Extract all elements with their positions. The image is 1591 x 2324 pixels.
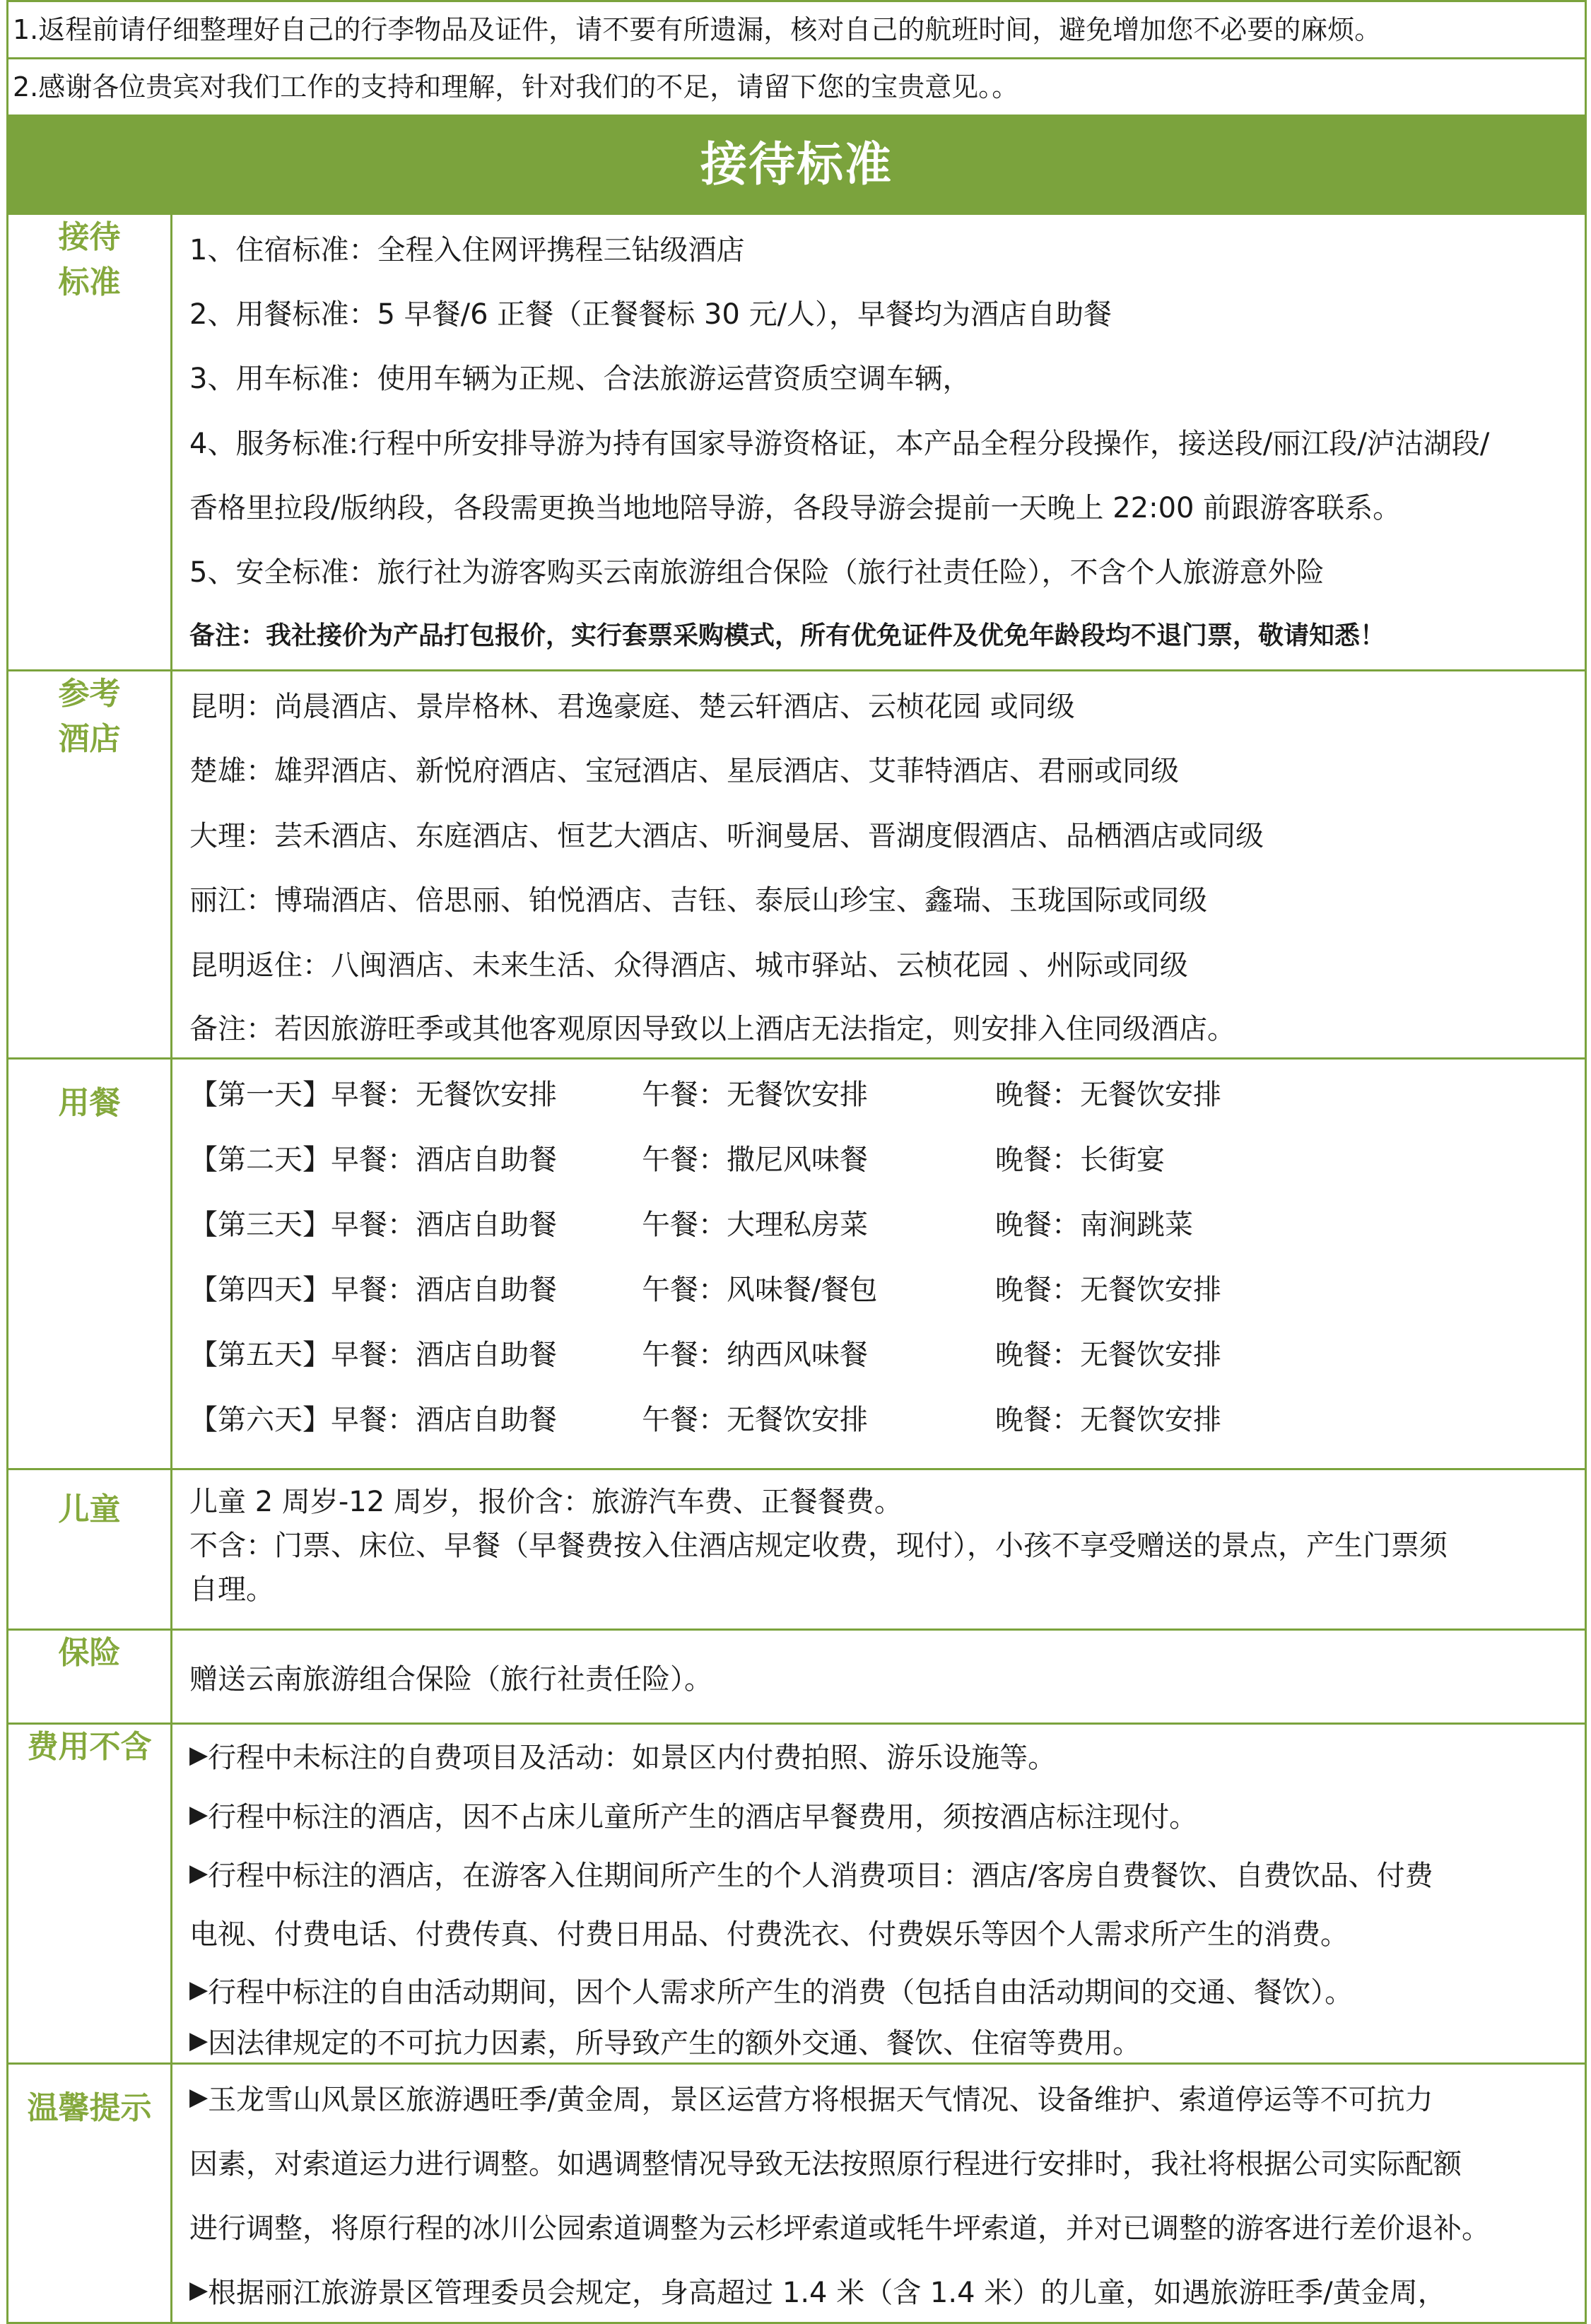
meal-dinner: 晚餐：无餐饮安排 — [995, 1403, 1221, 1436]
meal-row-day6 — [189, 1385, 1585, 1450]
standard-note: 备注：我社接价为产品打包报价，实行套票采购模式，所有优免证件及优免年龄段均不退门票，敬请知悉！ — [189, 621, 1386, 650]
banner-row — [8, 116, 1586, 214]
standard-line-6: 5、安全标准：旅行社为游客购买云南旅游组合保险（旅行社责任险），不含个人旅游意外险 — [189, 556, 1325, 589]
banner-title: 接待标准 — [8, 116, 1586, 214]
tips-item-1: ▶ 玉龙雪山风景区旅游遇旺季/黄金周，景区运营方将根据天气情况、设备维护、索道停运等不可抗力 — [189, 2065, 1585, 2130]
excluded-item-4: ▶ 行程中标注的自由活动期间，因个人需求所产生的消费（包括自由活动期间的交通、餐饮）。 — [189, 1961, 1585, 2019]
meal-dinner: 晚餐：无餐饮安排 — [995, 1078, 1221, 1111]
children-label: 儿童 — [8, 1469, 172, 1630]
meals-label: 用餐 — [8, 1059, 172, 1469]
insurance-content — [172, 1630, 1586, 1724]
hotels-label: 参考 酒店 — [8, 671, 172, 1059]
standard-line-3: 3、用车标准：使用车辆为正规、合法旅游运营资质空调车辆， — [189, 363, 971, 395]
top-note-1: 1.返程前请仔细整理好自己的行李物品及证件，请不要有所遗漏，核对自己的航班时间，避免增加您不必要的麻烦。 — [8, 1, 1586, 59]
excluded-item-2: ▶ 行程中标注的酒店，因不占床儿童所产生的酒店早餐费用，须按酒店标注现付。 — [189, 1785, 1585, 1843]
meal-dinner: 晚餐：南涧跳菜 — [995, 1208, 1193, 1241]
insurance-section — [8, 1630, 1586, 1724]
excluded-content — [172, 1724, 1586, 2064]
tips-label: 温馨提示 — [8, 2064, 172, 2323]
children-section — [8, 1469, 1586, 1630]
meal-lunch: 午餐：无餐饮安排 — [642, 1078, 868, 1111]
hotel-line-lijiang: 丽江：博瑞酒店、倍思丽、铂悦酒店、吉钰、泰辰山珍宝、鑫瑞、玉珑国际或同级 — [189, 884, 1207, 917]
meal-breakfast: 【第二天】早餐：酒店自助餐 — [189, 1143, 557, 1176]
hotel-line-chuxiong: 楚雄：雄羿酒店、新悦府酒店、宝冠酒店、星辰酒店、艾菲特酒店、君丽或同级 — [189, 755, 1179, 787]
meal-lunch: 午餐：撒尼风味餐 — [642, 1143, 868, 1176]
standard-line-5: 香格里拉段/版纳段，各段需更换当地地陪导游，各段导游会提前一天晚上 22:00 前跟游客联系。 — [189, 492, 1402, 524]
hotels-content — [172, 671, 1586, 1059]
meals-section — [8, 1059, 1586, 1469]
meal-lunch: 午餐：无餐饮安排 — [642, 1403, 868, 1436]
meal-breakfast: 【第三天】早餐：酒店自助餐 — [189, 1208, 557, 1241]
top-note-2: 2.感谢各位贵宾对我们工作的支持和理解，针对我们的不足，请留下您的宝贵意见。。 — [8, 59, 1586, 116]
standard-line-2: 2、用餐标准：5 早餐/6 正餐（正餐餐标 30 元/人），早餐均为酒店自助餐 — [189, 298, 1112, 331]
meal-row-day5 — [189, 1320, 1585, 1385]
hotel-line-dali: 大理：芸禾酒店、东庭酒店、恒艺大酒店、听涧曼居、晋湖度假酒店、品栖酒店或同级 — [189, 819, 1264, 852]
meal-row-day1 — [189, 1060, 1585, 1125]
insurance-label: 保险 — [8, 1630, 172, 1724]
children-content — [172, 1469, 1586, 1630]
tips-content — [172, 2064, 1586, 2323]
excluded-item-1: ▶ 行程中未标注的自费项目及活动：如景区内付费拍照、游乐设施等。 — [189, 1725, 1585, 1785]
children-line-2: 不含：门票、床位、早餐（早餐费按入住酒店规定收费，现付），小孩不享受赠送的景点，产生门票须 — [189, 1530, 1448, 1562]
standard-line-1: 1、住宿标准：全程入住网评携程三钻级酒店 — [189, 233, 745, 266]
meal-dinner: 晚餐：长街宴 — [995, 1143, 1165, 1176]
tips-item-1-cont-a: 因素，对索道运力进行调整。如遇调整情况导致无法按照原行程进行安排时，我社将根据公司实际配额 — [189, 2147, 1462, 2181]
meal-breakfast: 【第一天】早餐：无餐饮安排 — [189, 1078, 557, 1111]
meal-lunch: 午餐：风味餐/餐包 — [642, 1273, 878, 1306]
meal-lunch: 午餐：大理私房菜 — [642, 1208, 868, 1241]
top-note-row-1 — [8, 1, 1586, 59]
insurance-text: 赠送云南旅游组合保险（旅行社责任险）。 — [189, 1662, 712, 1696]
meal-row-day3 — [189, 1190, 1585, 1255]
excluded-item-5: ▶ 因法律规定的不可抗力因素，所导致产生的额外交通、餐饮、住宿等费用。 — [189, 2019, 1585, 2062]
excluded-item-3: ▶ 行程中标注的酒店，在游客入住期间所产生的个人消费项目：酒店/客房自费餐饮、自费饮品、付费 — [189, 1843, 1585, 1903]
standard-line-4: 4、服务标准:行程中所安排导游为持有国家导游资格证，本产品全程分段操作，接送段/丽江段/泸沽湖段/ — [189, 427, 1490, 460]
excluded-item-3-cont: 电视、付费电话、付费传真、付费日用品、付费洗衣、付费娱乐等因个人需求所产生的消费。 — [189, 1918, 1349, 1951]
meal-breakfast: 【第五天】早餐：酒店自助餐 — [189, 1338, 557, 1371]
hotel-line-kunming-return: 昆明返住：八闽酒店、未来生活、众得酒店、城市驿站、云桢花园 、州际或同级 — [189, 949, 1188, 982]
top-note-row-2 — [8, 59, 1586, 116]
excluded-label: 费用不含 — [8, 1724, 172, 2064]
meal-dinner: 晚餐：无餐饮安排 — [995, 1338, 1221, 1371]
hotel-line-kunming: 昆明：尚晨酒店、景岸格林、君逸豪庭、楚云轩酒店、云桢花园 或同级 — [189, 690, 1075, 723]
children-line-1: 儿童 2 周岁-12 周岁，报价含：旅游汽车费、正餐餐费。 — [189, 1486, 903, 1518]
tips-item-1-cont-b: 进行调整，将原行程的冰川公园索道调整为云杉坪索道或牦牛坪索道，并对已调整的游客进行差价退补。 — [189, 2212, 1490, 2245]
meal-lunch: 午餐：纳西风味餐 — [642, 1338, 868, 1371]
standard-label: 接待 标准 — [8, 214, 172, 671]
itinerary-page — [6, 0, 1585, 2309]
meal-row-day2 — [189, 1125, 1585, 1190]
tips-item-2: ▶ 根据丽江旅游景区管理委员会规定，身高超过 1.4 米（含 1.4 米）的儿童，如遇旅游旺季/黄金周， — [189, 2258, 1585, 2322]
hotel-note: 备注：若因旅游旺季或其他客观原因导致以上酒店无法指定，则安排入住同级酒店。 — [189, 1012, 1235, 1045]
meal-dinner: 晚餐：无餐饮安排 — [995, 1273, 1221, 1306]
meal-breakfast: 【第四天】早餐：酒店自助餐 — [189, 1273, 557, 1306]
standard-content — [172, 214, 1586, 671]
meal-breakfast: 【第六天】早餐：酒店自助餐 — [189, 1403, 557, 1436]
standard-section — [8, 214, 1586, 671]
children-line-3: 自理。 — [189, 1573, 274, 1606]
tips-section — [8, 2064, 1586, 2323]
hotels-section — [8, 671, 1586, 1059]
reception-standard-table — [6, 0, 1587, 2324]
excluded-section — [8, 1724, 1586, 2064]
meal-row-day4 — [189, 1255, 1585, 1320]
meals-content — [172, 1059, 1586, 1469]
